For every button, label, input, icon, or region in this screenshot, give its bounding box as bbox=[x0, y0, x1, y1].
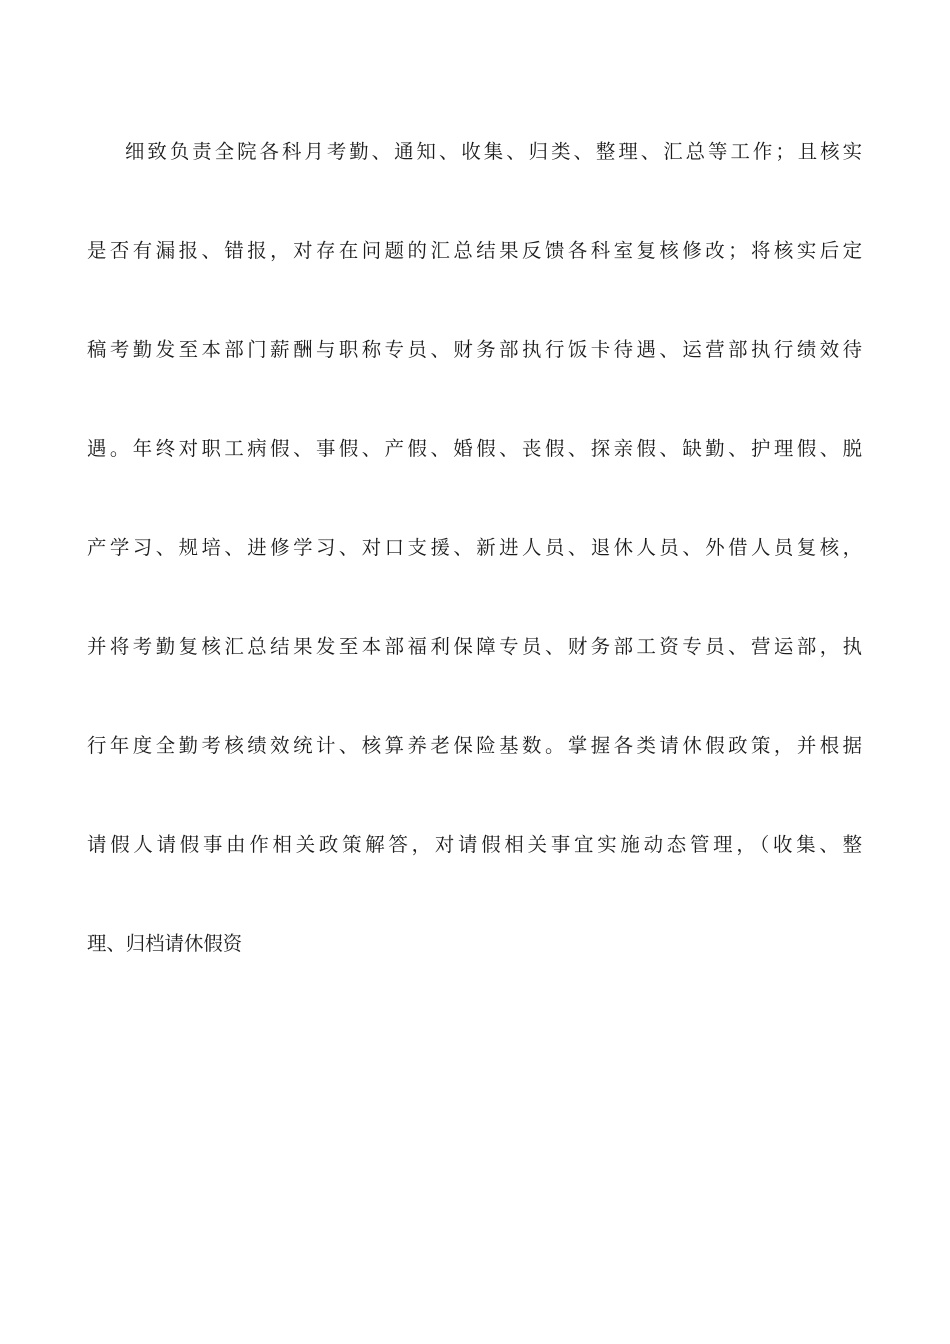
paragraph-line-7: 行年度全勤考核绩效统计、核算养老保险基数。掌握各类请休假政策，并根据 bbox=[87, 734, 862, 757]
paragraph-line-5: 产学习、规培、进修学习、对口支援、新进人员、退休人员、外借人员复核， bbox=[87, 536, 862, 559]
paragraph-line-8: 请假人请假事由作相关政策解答，对请假相关事宜实施动态管理，（收集、整 bbox=[87, 833, 862, 856]
paragraph-line-3: 稿考勤发至本部门薪酬与职称专员、财务部执行饭卡待遇、运营部执行绩效待 bbox=[87, 338, 862, 361]
paragraph-line-9: 理、归档请休假资 bbox=[87, 932, 243, 955]
paragraph-line-6: 并将考勤复核汇总结果发至本部福利保障专员、财务部工资专员、营运部，执 bbox=[87, 635, 862, 658]
paragraph-line-4: 遇。年终对职工病假、事假、产假、婚假、丧假、探亲假、缺勤、护理假、脱 bbox=[87, 437, 862, 460]
paragraph-line-1: 细致负责全院各科月考勤、通知、收集、归类、整理、汇总等工作；且核实 bbox=[125, 140, 862, 163]
paragraph-line-2: 是否有漏报、错报，对存在问题的汇总结果反馈各科室复核修改；将核实后定 bbox=[87, 239, 862, 262]
